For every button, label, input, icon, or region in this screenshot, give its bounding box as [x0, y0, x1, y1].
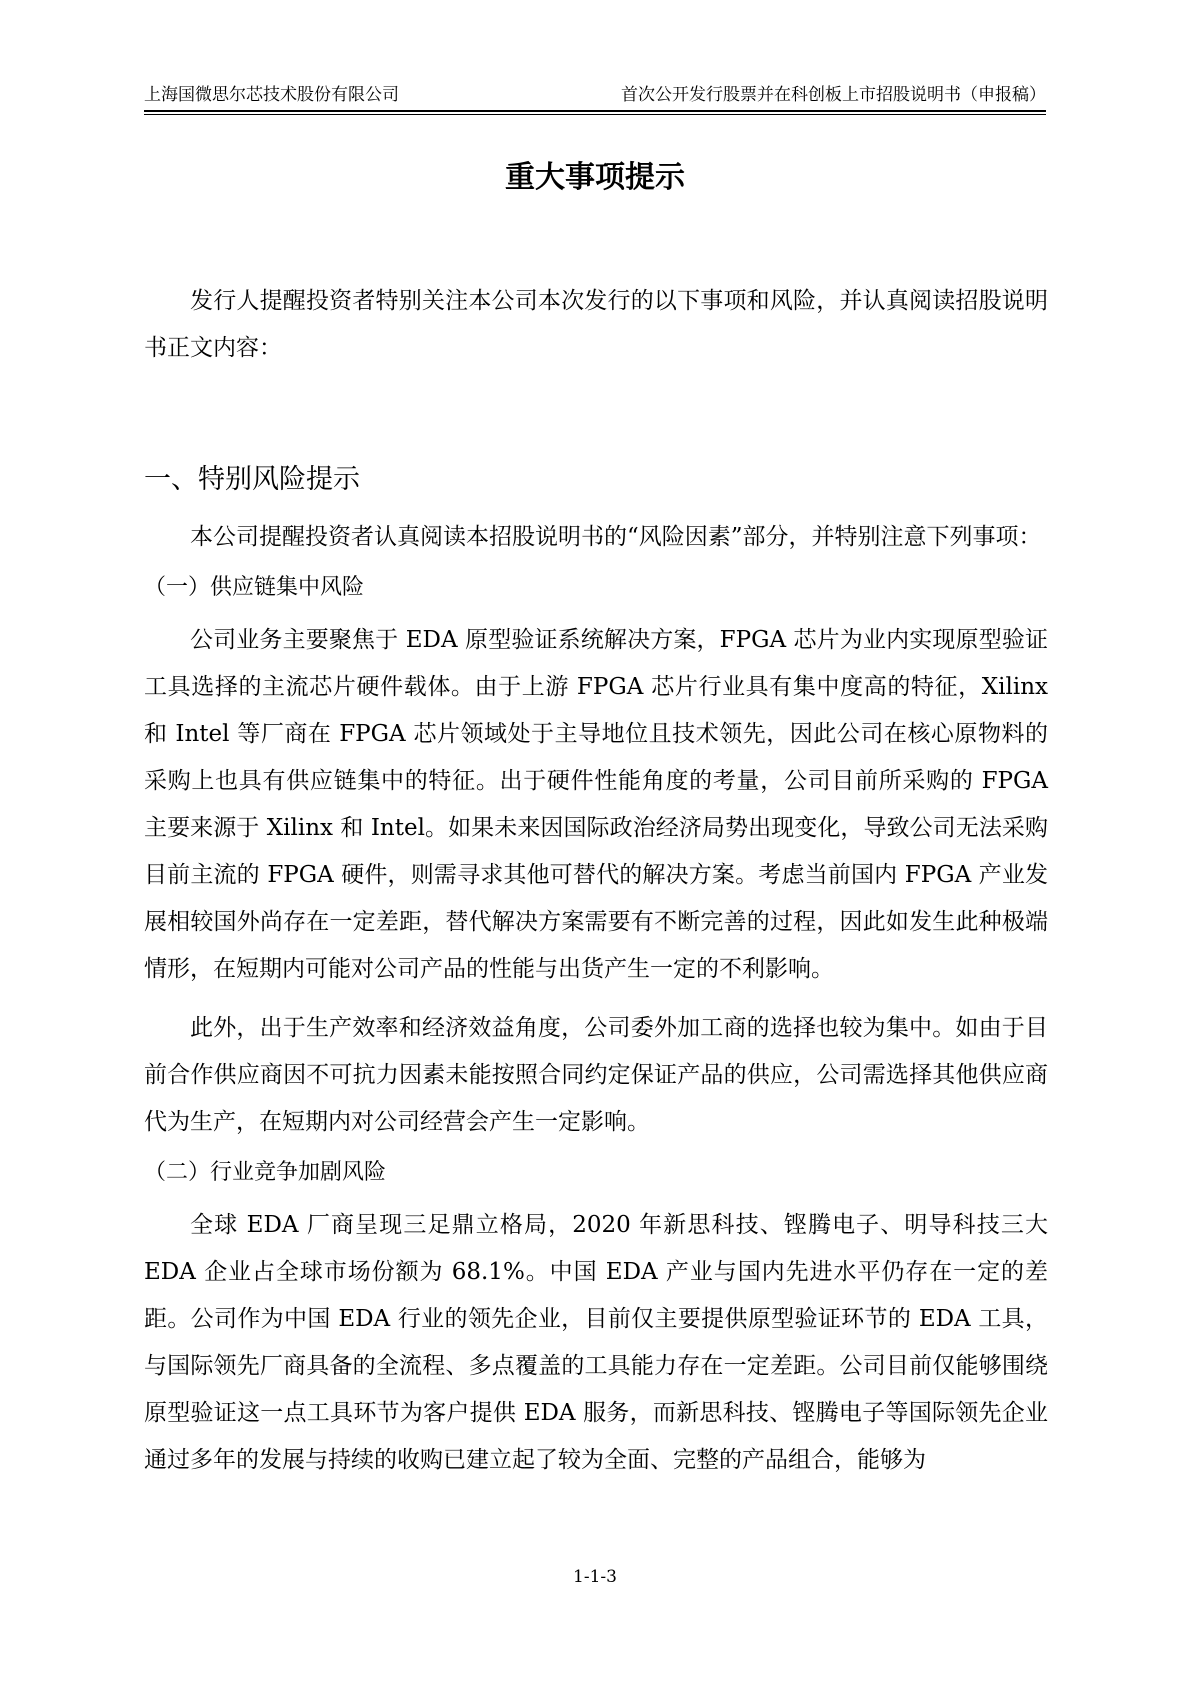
section-heading-special-risks: 一、特别风险提示	[144, 464, 360, 495]
subsection-heading-competition: （二）行业竞争加剧风险	[144, 1160, 387, 1185]
supply-chain-paragraph-2: 此外，出于生产效率和经济效益角度，公司委外加工商的选择也较为集中。如由于目前合作供应商因不可抗力因素未能按照合同约定保证产品的供应，公司需选择其他供应商代为生产，在短期内对公司经营会产生一定影响。	[144, 1015, 1048, 1135]
intro-paragraph: 发行人提醒投资者特别关注本公司本次发行的以下事项和风险，并认真阅读招股说明书正文内容：	[144, 288, 1048, 361]
subsection-heading-supply-chain: （一）供应链集中风险	[144, 575, 365, 600]
competition-paragraph-1: 全球 EDA 厂商呈现三足鼎立格局，2020 年新思科技、铿腾电子、明导科技三大 EDA 企业占全球市场份额为 68.1%。中国 EDA 产业与国内先进水平仍存在一定的差距。公司作为中国 EDA 行业的领先企业，目前仅主要提供原型验证环节的 EDA 工具，与国际领先厂商具备的全流程、多点覆盖的工具能力存在一定差距。公司目前仅能够围绕原型验证这一点工具环节为客户提供 EDA 服务，而新思科技、铿腾电子等国际领先企业通过多年的发展与持续的收购已建立起了较为全面、完整的产品组合，能够为	[144, 1212, 1048, 1473]
section-lead-paragraph: 本公司提醒投资者认真阅读本招股说明书的“风险因素”部分，并特别注意下列事项：	[190, 524, 1042, 550]
page-title: 重大事项提示	[505, 160, 685, 195]
page-header	[144, 84, 1046, 112]
header-divider	[144, 114, 1046, 115]
header-document-title: 首次公开发行股票并在科创板上市招股说明书（申报稿）	[621, 85, 1046, 105]
document-body	[144, 278, 1048, 1484]
header-company-name: 上海国微思尔芯技术股份有限公司	[144, 85, 399, 105]
page-number: 1-1-3	[573, 1567, 617, 1587]
supply-chain-paragraph-1: 公司业务主要聚焦于 EDA 原型验证系统解决方案，FPGA 芯片为业内实现原型验证工具选择的主流芯片硬件载体。由于上游 FPGA 芯片行业具有集中度高的特征，Xilinx 和 Intel 等厂商在 FPGA 芯片领域处于主导地位且技术领先，因此公司在核心原物料的采购上也具有供应链集中的特征。出于硬件性能角度的考量，公司目前所采购的 FPGA 主要来源于 Xilinx 和 Intel。如果未来因国际政治经济局势出现变化，导致公司无法采购目前主流的 FPGA 硬件，则需寻求其他可替代的解决方案。考虑当前国内 FPGA 产业发展相较国外尚存在一定差距，替代解决方案需要有不断完善的过程，因此如发生此种极端情形，在短期内可能对公司产品的性能与出货产生一定的不利影响。	[144, 627, 1048, 982]
